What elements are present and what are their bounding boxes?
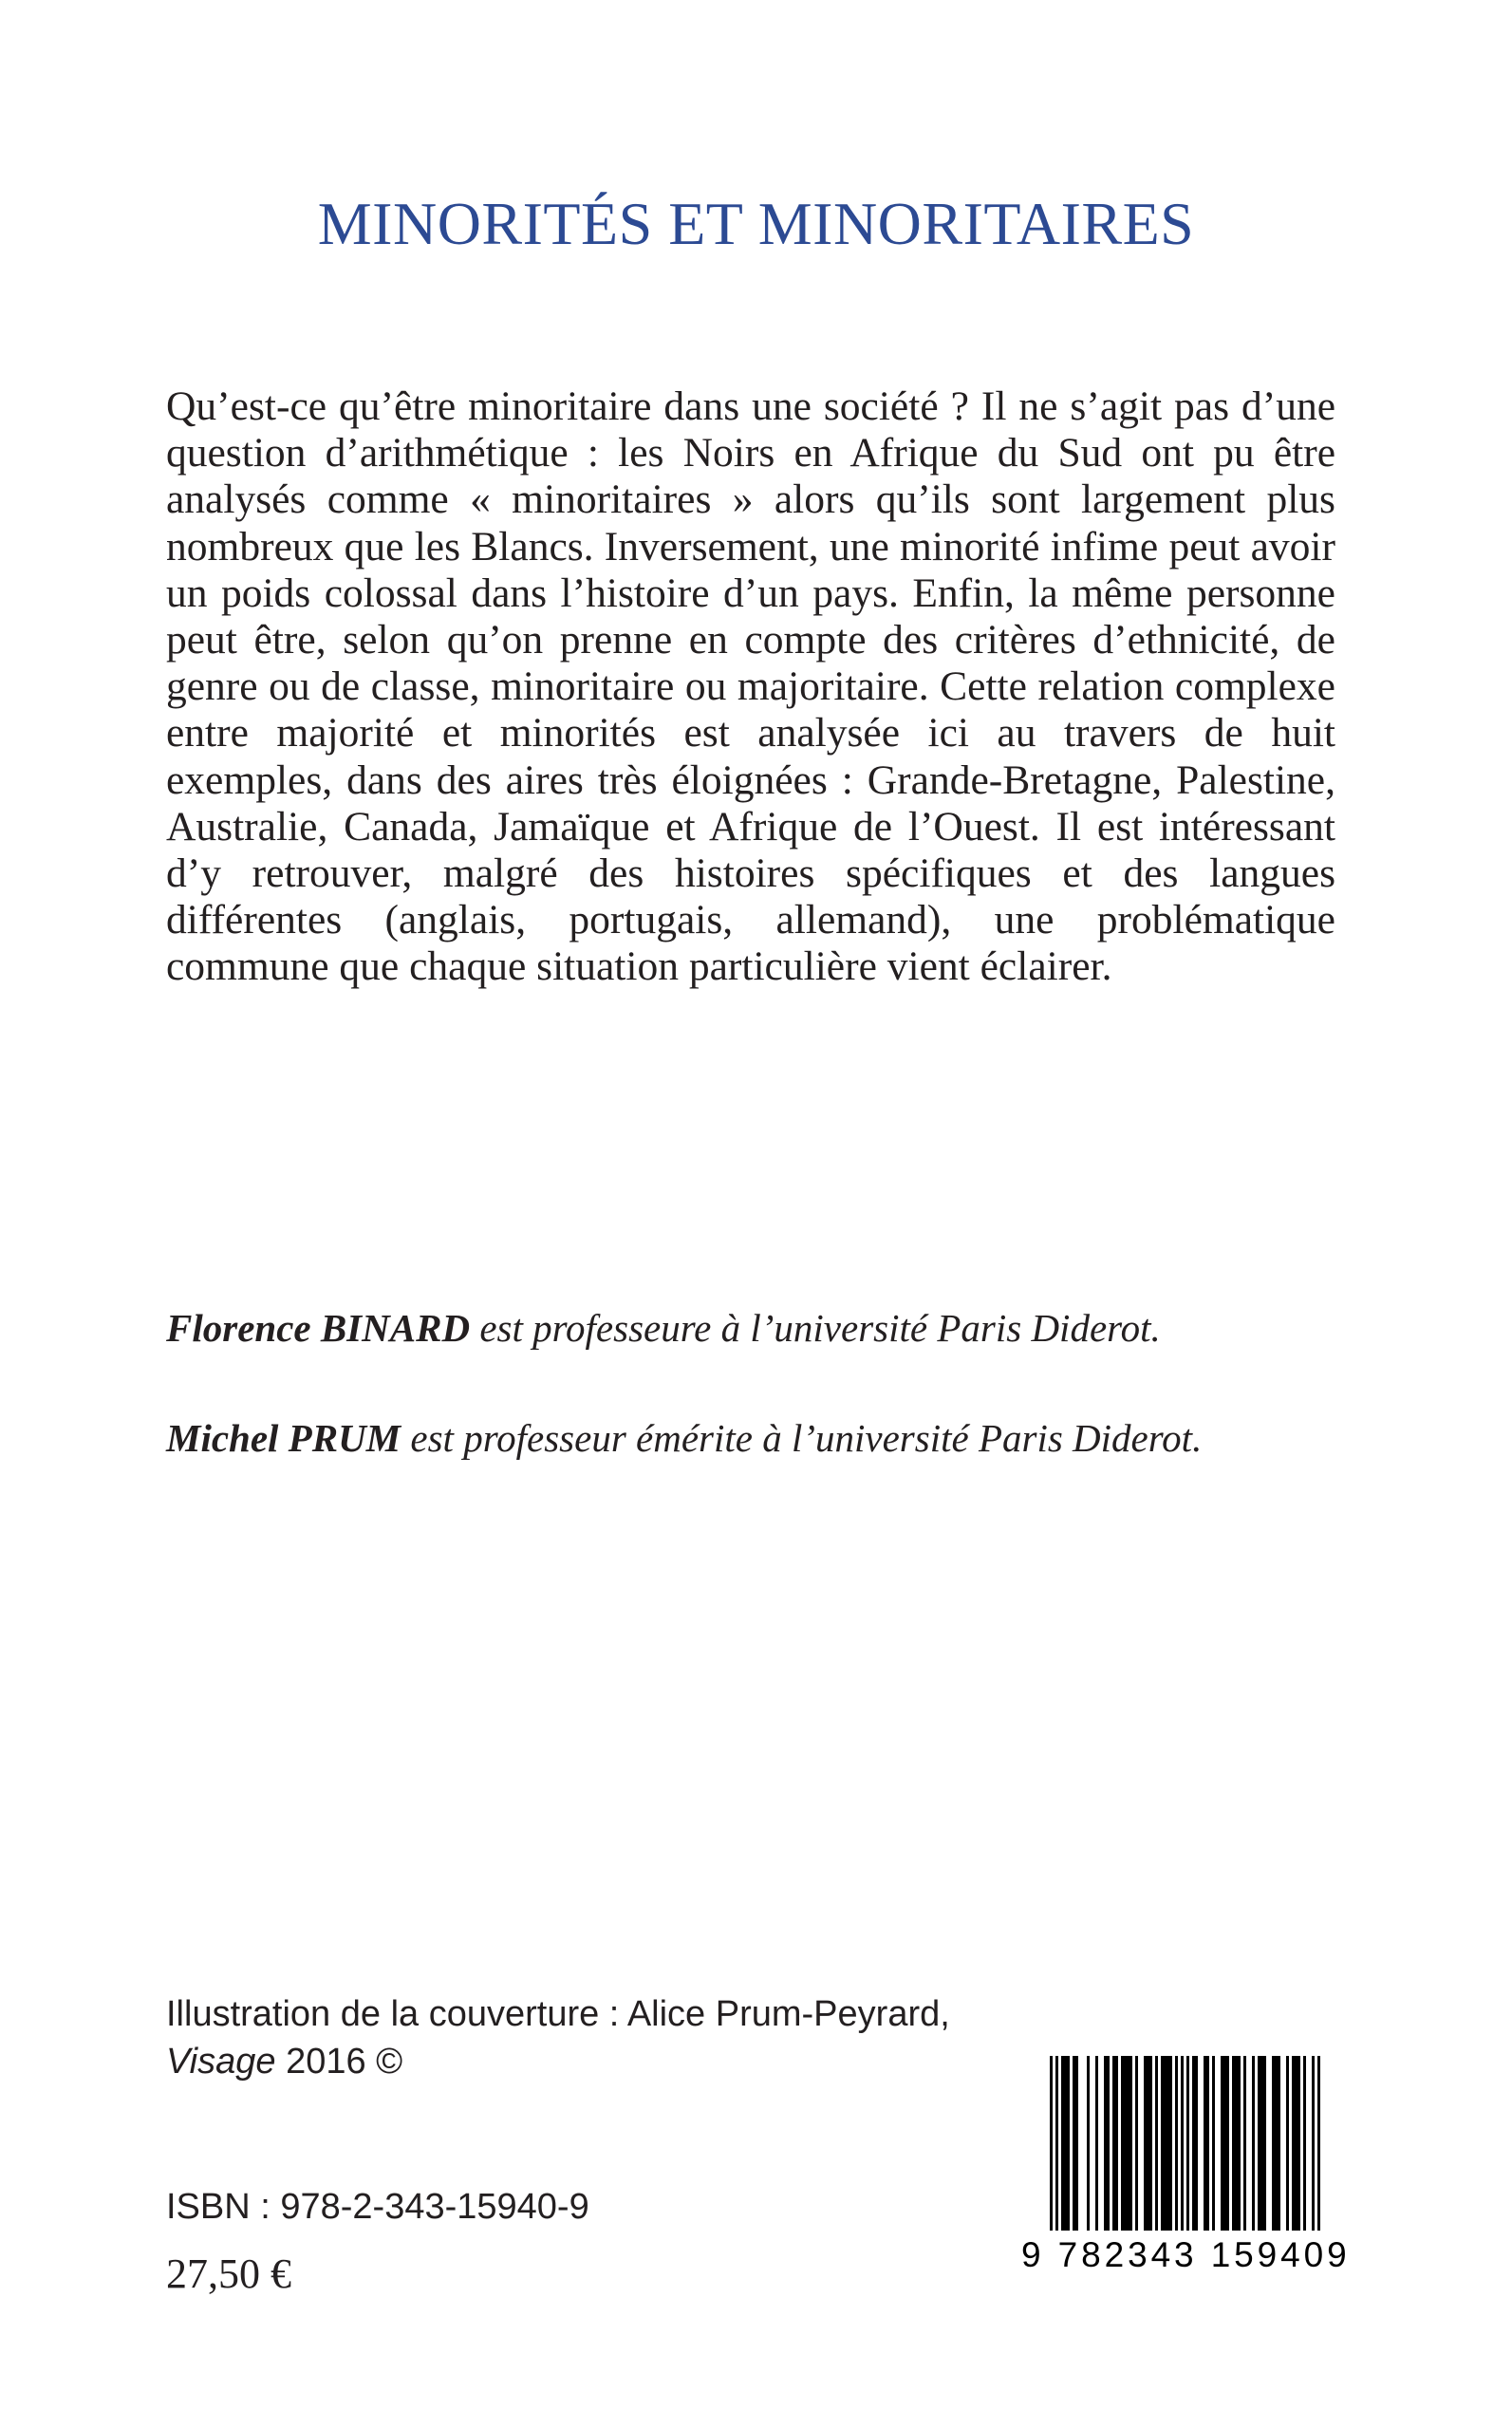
- barcode-bar: [1272, 2056, 1275, 2232]
- barcode-bar: [1206, 2056, 1209, 2232]
- barcode-bar: [1050, 2056, 1053, 2250]
- barcode-bar: [1263, 2056, 1266, 2232]
- isbn: ISBN : 978-2-343-15940-9: [166, 2187, 589, 2227]
- barcode-bar: [1169, 2056, 1172, 2232]
- back-cover-summary: Qu’est-ce qu’être minoritaire dans une société ? Il ne s’agit pas d’une question d’arithmétique : les Noirs en Afrique du Sud ont pu être analysés comme « minoritaires » alors qu’ils sont largement plus nombreux que les Blancs. Inversement, une minorité infime peut avoir un poids colossal dans l’histoire d’un pays. Enfin, la même personne peut être, selon qu’on prenne en compte des critères d’ethnicité, de genre ou de classe, minoritaire ou majoritaire. Cette relation complexe entre majorité et minorités est analysée ici au travers de huit exemples, dans des aires très éloignées : Grande-Bretagne, Palestine, Australie, Canada, Jamaïque et Afrique de l’Ouest. Il est intéressant d’y retrouver, malgré des histoires spécifiques et des langues différentes (anglais, portugais, allemand), une problématique commune que chaque situation particulière vient éclairer.: [166, 383, 1335, 990]
- barcode-bar: [1192, 2056, 1195, 2232]
- barcode-bar: [1124, 2056, 1127, 2232]
- barcode-bar: [1115, 2056, 1118, 2232]
- barcode-bar: [1147, 2056, 1149, 2232]
- barcode-digits: 9 782343 159409: [1021, 2231, 1349, 2280]
- price: 27,50 €: [166, 2250, 291, 2297]
- barcode-bar: [1067, 2056, 1070, 2232]
- barcode-bar: [1286, 2056, 1289, 2232]
- illustration-credit-line: Illustration de la couverture : Alice Prum-Peyrard,: [166, 1994, 950, 2034]
- barcode-bar: [1186, 2056, 1189, 2250]
- barcode-bar: [1260, 2056, 1263, 2232]
- barcode-bar: [1226, 2056, 1229, 2232]
- illustration-year: 2016 ©: [275, 2042, 403, 2082]
- barcode-bar: [1167, 2056, 1169, 2232]
- barcode-bar: [1195, 2056, 1198, 2232]
- illustration-credit: [166, 1990, 950, 2085]
- barcode-bar: [1204, 2056, 1206, 2232]
- barcode-bar: [1064, 2056, 1067, 2232]
- author-bio-1: [166, 1304, 1343, 1352]
- author-name: Florence BINARD: [166, 1306, 471, 1350]
- barcode-bar: [1164, 2056, 1167, 2232]
- author-name: Michel PRUM: [166, 1416, 401, 1460]
- barcode-bar: [1112, 2056, 1115, 2232]
- barcode-bar: [1258, 2056, 1260, 2232]
- barcode-bar: [1221, 2056, 1223, 2232]
- barcode-bar: [1232, 2056, 1235, 2232]
- barcode-bar: [1175, 2056, 1178, 2232]
- barcode-bar: [1292, 2056, 1295, 2232]
- barcode-bar: [1135, 2056, 1138, 2232]
- barcode-bar: [1127, 2056, 1129, 2232]
- author-description: est professeur émérite à l’université Paris Diderot.: [401, 1416, 1203, 1460]
- illustration-work-title: Visage: [166, 2042, 276, 2082]
- barcode-bar: [1278, 2056, 1280, 2232]
- barcode-bar: [1129, 2056, 1132, 2232]
- barcode-bar: [1087, 2056, 1090, 2232]
- barcode-bar: [1238, 2056, 1241, 2232]
- barcode-bar: [1235, 2056, 1238, 2232]
- barcode-bar: [1275, 2056, 1278, 2232]
- barcode-bar: [1073, 2056, 1075, 2232]
- author-description: est professeure à l’université Paris Diderot.: [470, 1306, 1161, 1350]
- barcode-bar: [1297, 2056, 1300, 2232]
- barcode-bar: [1061, 2056, 1064, 2232]
- barcode-bar: [1144, 2056, 1147, 2232]
- barcode-bar: [1303, 2056, 1306, 2232]
- barcode-bar: [1312, 2056, 1315, 2250]
- barcode: [1021, 2048, 1349, 2286]
- barcode-bar: [1223, 2056, 1226, 2232]
- book-title: MINORITÉS ET MINORITAIRES: [317, 190, 1195, 257]
- barcode-bar: [1317, 2056, 1320, 2250]
- illustration-credit-work-line: [166, 2038, 950, 2085]
- barcode-bar: [1107, 2056, 1110, 2232]
- barcode-bar: [1055, 2056, 1058, 2250]
- barcode-bar: [1212, 2056, 1215, 2232]
- barcode-bar: [1252, 2056, 1255, 2232]
- barcode-bar: [1104, 2056, 1107, 2232]
- barcode-bar: [1149, 2056, 1152, 2232]
- barcode-bar: [1075, 2056, 1078, 2232]
- barcode-bar: [1295, 2056, 1297, 2232]
- barcode-bar: [1095, 2056, 1098, 2232]
- barcode-bar: [1181, 2056, 1184, 2250]
- barcode-bar: [1161, 2056, 1164, 2232]
- barcode-bar: [1155, 2056, 1158, 2232]
- barcode-bar: [1243, 2056, 1246, 2232]
- author-bio-2: [166, 1414, 1343, 1462]
- barcode-bar: [1121, 2056, 1124, 2232]
